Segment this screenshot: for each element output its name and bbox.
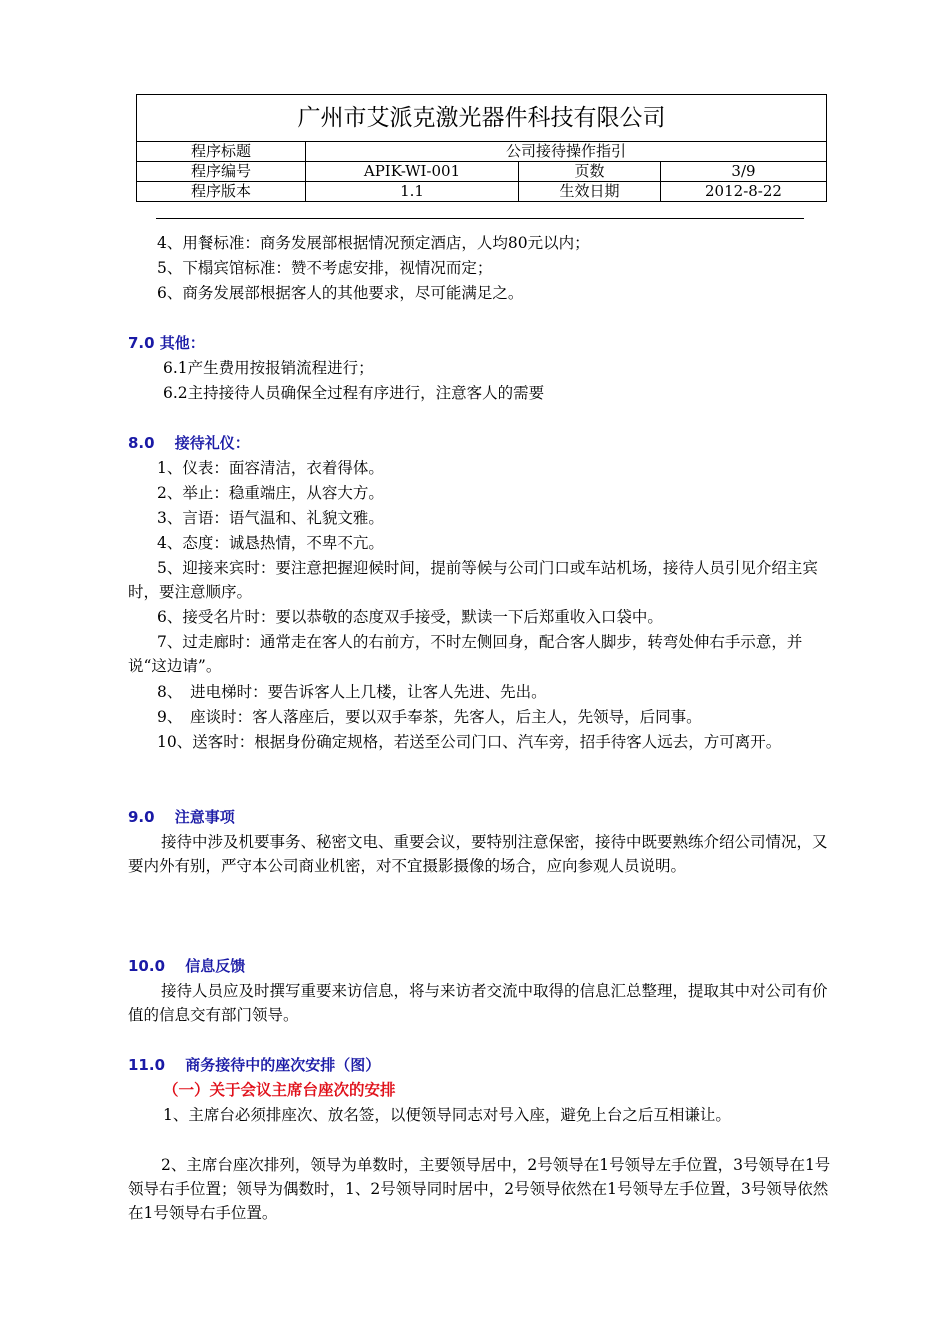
list-item: 7、过走廊时：通常走在客人的右前方，不时左侧回身，配合客人脚步，转弯处伸右手示意，并说“这边请”。 — [128, 633, 803, 675]
procedure-code-value: APIK-WI-001 — [306, 162, 519, 182]
list-item: 6、接受名片时：要以恭敬的态度双手接受，默读一下后郑重收入口袋中。 — [157, 608, 663, 626]
effective-date-label: 生效日期 — [519, 182, 661, 202]
page-count-value: 3/9 — [661, 162, 827, 182]
section-9-heading: 9.0 注意事项 — [128, 808, 235, 826]
list-item: 9、 座谈时：客人落座后，要以双手奉茶，先客人，后主人，先领导，后同事。 — [157, 708, 702, 726]
list-item: 3、言语：语气温和、礼貌文雅。 — [157, 509, 384, 527]
procedure-title-label: 程序标题 — [137, 142, 306, 162]
list-item: 1、仪表：面容清洁，衣着得体。 — [157, 459, 384, 477]
procedure-code-label: 程序编号 — [137, 162, 306, 182]
section-10-heading: 10.0 信息反馈 — [128, 957, 246, 975]
section-11-paragraph: 2、主席台座次排列，领导为单数时，主要领导居中，2号领导在1号领导左手位置，3号领导在1号领导右手位置；领导为偶数时，1、2号领导同时居中，2号领导依然在1号领导左手位置，3号领导依然在1号领导右手位置。 — [128, 1156, 831, 1222]
list-item: 6.1产生费用按报销流程进行； — [163, 359, 374, 377]
list-item: 5、迎接来宾时：要注意把握迎候时间，提前等候与公司门口或车站机场，接待人员引见介绍主宾时，要注意顺序。 — [128, 559, 818, 601]
list-item: 8、 进电梯时：要告诉客人上几楼，让客人先进、先出。 — [157, 683, 547, 701]
header-divider — [156, 218, 804, 219]
procedure-version-value: 1.1 — [306, 182, 519, 202]
page-count-label: 页数 — [519, 162, 661, 182]
procedure-version-label: 程序版本 — [137, 182, 306, 202]
company-name: 广州市艾派克激光器件科技有限公司 — [137, 95, 827, 142]
section-10-body: 接待人员应及时撰写重要来访信息，将与来访者交流中取得的信息汇总整理，提取其中对公司有价值的信息交有部门领导。 — [128, 982, 828, 1024]
document-header-table — [136, 94, 827, 202]
section-11-paragraph: 1、主席台必须排座次、放名签，以便领导同志对号入座，避免上台之后互相谦让。 — [163, 1106, 731, 1124]
section-7-heading: 7.0 其他： — [128, 334, 205, 352]
list-item: 10、送客时：根据身份确定规格，若送至公司门口、汽车旁，招手待客人远去，方可离开。 — [157, 733, 782, 751]
list-item: 6、商务发展部根据客人的其他要求，尽可能满足之。 — [157, 284, 524, 302]
procedure-title-value: 公司接待操作指引 — [306, 142, 827, 162]
list-item: 6.2主持接待人员确保全过程有序进行，注意客人的需要 — [163, 384, 545, 402]
section-11-subheading: （一）关于会议主席台座次的安排 — [163, 1081, 396, 1099]
effective-date-value: 2012-8-22 — [661, 182, 827, 202]
list-item: 4、用餐标准：商务发展部根据情况预定酒店，人均80元以内； — [157, 234, 590, 252]
section-8-heading: 8.0 接待礼仪： — [128, 434, 250, 452]
section-11-heading: 11.0 商务接待中的座次安排（图） — [128, 1056, 381, 1074]
section-9-body: 接待中涉及机要事务、秘密文电、重要会议，要特别注意保密，接待中既要熟练介绍公司情况，又要内外有别，严守本公司商业机密，对不宜摄影摄像的场合，应向参观人员说明。 — [128, 833, 828, 875]
list-item: 5、下榻宾馆标准：赞不考虑安排，视情况而定； — [157, 259, 493, 277]
list-item: 2、举止：稳重端庄，从容大方。 — [157, 484, 384, 502]
list-item: 4、态度：诚恳热情，不卑不亢。 — [157, 534, 384, 552]
